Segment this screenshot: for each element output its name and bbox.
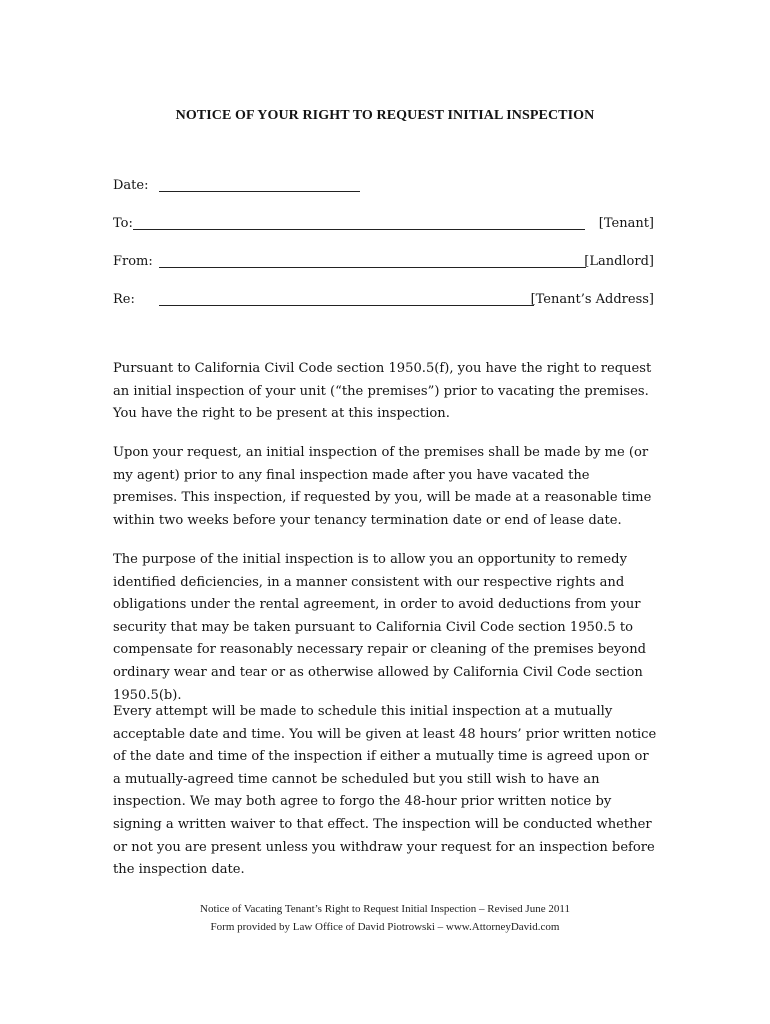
paragraph-scheduling: Every attempt will be made to schedule this initial inspection at a mutually acceptable date and time. You will be given at least 48 hours’ prior written notice of the date and time of the inspection if either a mutually time is agreed upon or a mutually-agreed time cannot be scheduled but you still wish to have an inspection. We may both agree to forgo the 48-hour prior written notice by signing a written waiver to that effect. The inspection will be conducted whether or not you are present unless you withdraw your request for an inspection before the inspection date. [113, 704, 657, 878]
re-suffix: [Tenant’s Address] [530, 292, 654, 307]
paragraph-right-to-request: Pursuant to California Civil Code section 1950.5(f), you have the right to request an initial inspection of your unit (“the premises”) prior to vacating the premises. You have the right to be present at this inspection. [113, 361, 652, 422]
to-label: To: [113, 216, 133, 231]
re-blank-line [159, 305, 534, 306]
footer-provider-note: Form provided by Law Office of David Piotrowski – www.AttorneyDavid.com [210, 921, 560, 933]
date-blank-line [159, 191, 360, 192]
from-label: From: [113, 254, 153, 269]
date-field [113, 176, 658, 196]
from-field [113, 252, 658, 272]
from-suffix: [Landlord] [584, 254, 654, 269]
paragraph-inspection-timing: Upon your request, an initial inspection of the premises shall be made by me (or my agent) prior to any final inspection made after you have vacated the premises. This inspection, if requested by you, will be made at a reasonable time within two weeks before your tenancy termination date or end of lease date. [113, 445, 652, 528]
re-field [113, 290, 658, 310]
to-field [113, 214, 658, 234]
paragraph-inspection-purpose: The purpose of the initial inspection is to allow you an opportunity to remedy identified deficiencies, in a manner consistent with our respective rights and obligations under the rental agreement, in order to avoid deductions from your security that may be taken pursuant to California Civil Code section 1950.5 to compensate for reasonably necessary repair or cleaning of the premises beyond ordinary wear and tear or as otherwise allowed by California Civil Code section 1950.5(b). [113, 552, 647, 703]
footer-revision-note: Notice of Vacating Tenant’s Right to Request Initial Inspection – Revised June 2011 [200, 903, 570, 915]
date-label: Date: [113, 178, 149, 193]
re-label: Re: [113, 292, 135, 307]
to-blank-line [133, 229, 585, 230]
from-blank-line [159, 267, 586, 268]
document-title: NOTICE OF YOUR RIGHT TO REQUEST INITIAL INSPECTION [175, 108, 595, 123]
to-suffix: [Tenant] [598, 216, 654, 231]
